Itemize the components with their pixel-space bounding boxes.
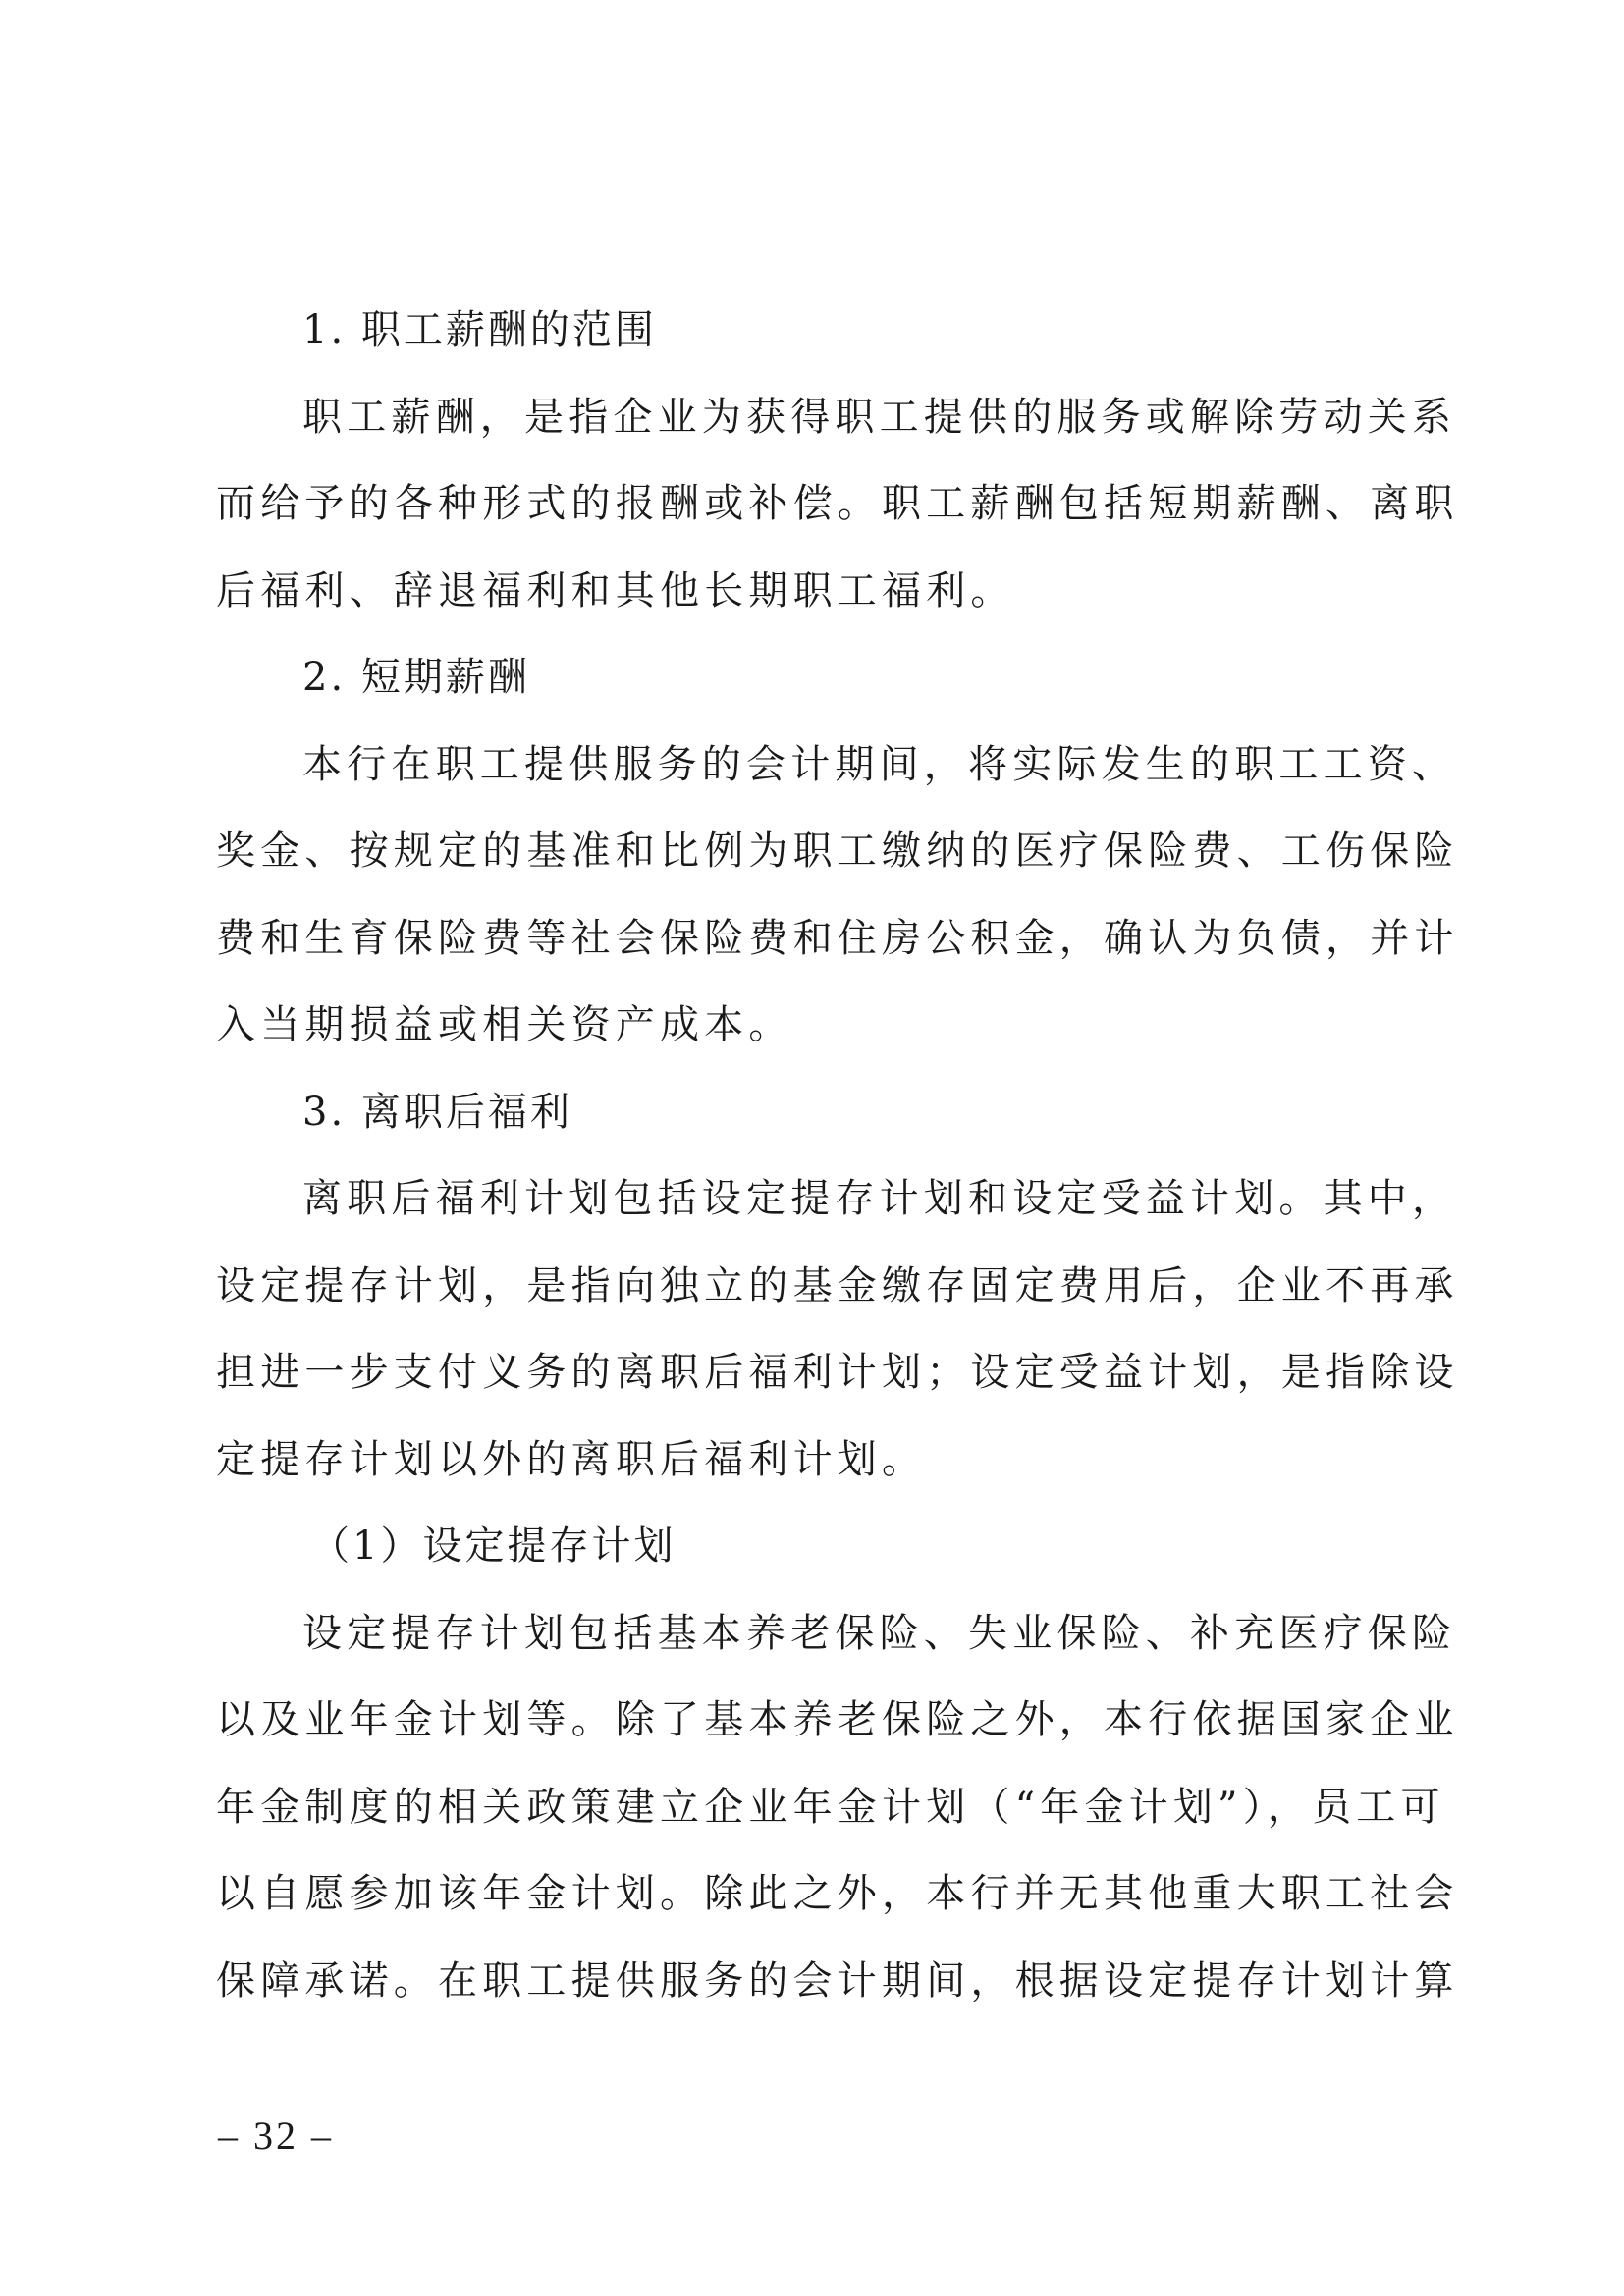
paragraph-line: 奖金、按规定的基准和比例为职工缴纳的医疗保险费、工伤保险 — [216, 828, 1459, 874]
paragraph-line: 以自愿参加该年金计划。除此之外，本行并无其他重大职工社会 — [216, 1871, 1459, 1916]
section-heading-post-employment-benefits: 3. 离职后福利 — [302, 1089, 572, 1135]
paragraph-line: 费和生育保险费等社会保险费和住房公积金，确认为负债，并计 — [216, 915, 1459, 961]
paragraph-line: 年金制度的相关政策建立企业年金计划（“年金计划”），员工可 — [216, 1784, 1445, 1830]
paragraph-line: 设定提存计划，是指向独立的基金缴存固定费用后，企业不再承 — [216, 1262, 1459, 1308]
paragraph-line: 本行在职工提供服务的会计期间，将实际发生的职工工资、 — [302, 741, 1457, 787]
paragraph-line: 后福利、辞退福利和其他长期职工福利。 — [216, 567, 1015, 614]
paragraph-line: 设定提存计划包括基本养老保险、失业保险、补充医疗保险 — [302, 1610, 1457, 1656]
paragraph-line: 担进一步支付义务的离职后福利计划；设定受益计划，是指除设 — [216, 1350, 1459, 1395]
section-heading-short-term-compensation: 2. 短期薪酬 — [302, 655, 530, 700]
section-heading-employee-compensation-scope: 1. 职工薪酬的范围 — [302, 307, 657, 352]
paragraph-line: 入当期损益或相关资产成本。 — [216, 1002, 793, 1047]
paragraph-line: 职工薪酬，是指企业为获得职工提供的服务或解除劳动关系 — [302, 394, 1457, 440]
paragraph-line: 定提存计划以外的离职后福利计划。 — [216, 1436, 927, 1482]
paragraph-line: 离职后福利计划包括设定提存计划和设定受益计划。其中， — [302, 1176, 1457, 1221]
page-number: – 32 – — [218, 2113, 334, 2158]
document-body — [216, 287, 1459, 2024]
paragraph-line: 而给予的各种形式的报酬或补偿。职工薪酬包括短期薪酬、离职 — [216, 481, 1459, 526]
paragraph-line: 以及业年金计划等。除了基本养老保险之外，本行依据国家企业 — [216, 1697, 1459, 1742]
paragraph-line: 保障承诺。在职工提供服务的会计期间，根据设定提存计划计算 — [216, 1957, 1459, 2003]
subsection-heading-defined-contribution-plan: （1）设定提存计划 — [310, 1523, 677, 1569]
